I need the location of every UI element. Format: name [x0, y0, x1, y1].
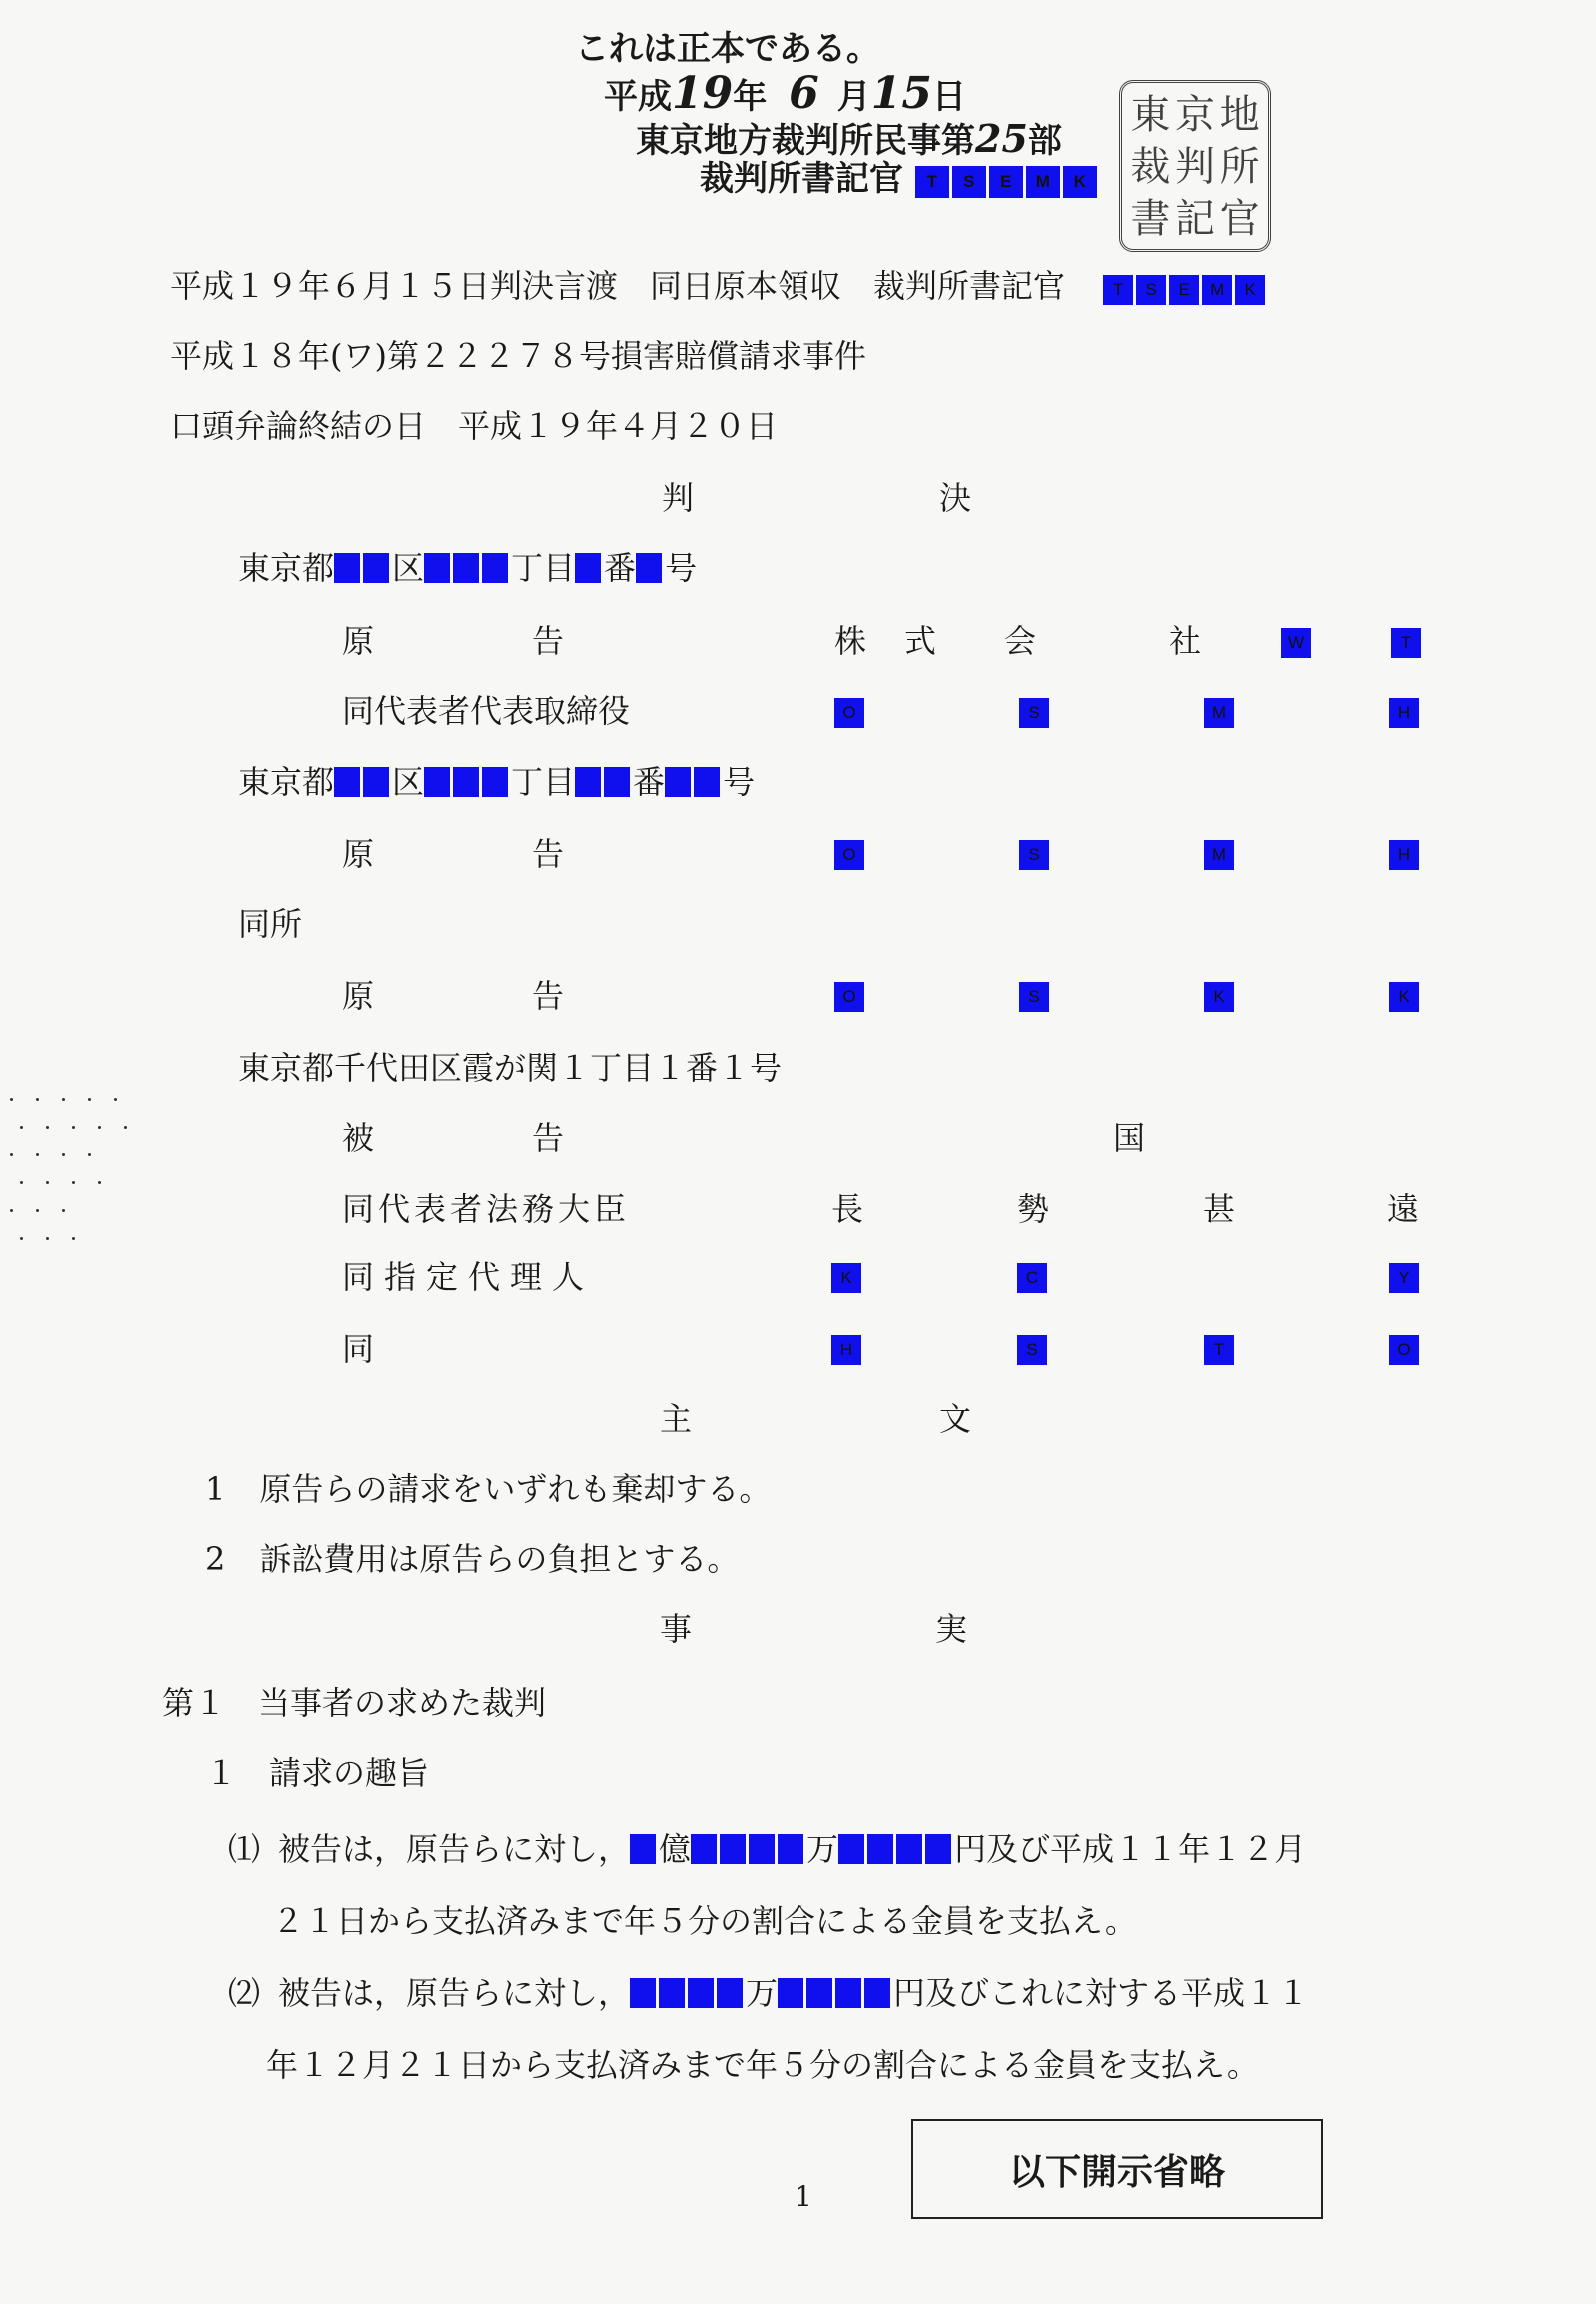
disclosure-omitted-label: 以下開示省略 — [1008, 2151, 1225, 2193]
seal-character: 裁 — [1130, 144, 1171, 190]
scan-dot — [10, 1209, 13, 1212]
seal-character: 東 — [1130, 92, 1171, 138]
scan-dot — [20, 1181, 23, 1184]
claim-item-2-cont: 年１２月２１日から支払済みまで年５分の割合による金員を支払え。 — [266, 2046, 1259, 2084]
plaintiff3-address: 同所 — [238, 905, 303, 943]
redacted-initial: M — [1204, 840, 1234, 870]
facts-section-title: 第１ 当事者の求めた裁判 — [162, 1684, 547, 1722]
redacted-initial: O — [834, 698, 864, 728]
redacted-initial: S — [1017, 1335, 1047, 1365]
scan-dot — [114, 1098, 117, 1101]
hearing-end-date: 口頭弁論終結の日 平成１９年４月２０日 — [170, 407, 779, 445]
plaintiff1-rep-label: 同代表者代表取締役 — [342, 692, 631, 730]
redacted-initial: H — [1389, 840, 1419, 870]
certification-line: これは正本である。 — [575, 29, 880, 69]
main-item-2: 2 訴訟費用は原告らの負担とする。 — [205, 1540, 740, 1578]
scan-dot — [46, 1237, 49, 1240]
disclosure-omitted-box — [911, 2119, 1323, 2219]
defendant-rep-name-1: 長 — [831, 1190, 864, 1228]
court-seal — [1119, 80, 1271, 252]
seal-character: 所 — [1219, 144, 1260, 190]
certification-date: 平成19年 6 月15日 — [604, 68, 966, 119]
scan-dot — [36, 1153, 39, 1156]
redacted-initial: H — [831, 1335, 861, 1365]
redacted-initial: O — [834, 840, 864, 870]
main-heading-right: 文 — [939, 1400, 972, 1438]
scan-dot — [62, 1153, 65, 1156]
scan-dot — [124, 1126, 127, 1129]
redacted-initial: K — [1063, 166, 1097, 198]
claim-item-1: ⑴ 被告は，原告らに対し， 億 万 円及び平成１１年１２月 — [228, 1830, 1307, 1868]
agent-label: 同指定代理人 — [342, 1258, 595, 1296]
scan-dot — [72, 1237, 75, 1240]
main-heading-left: 主 — [660, 1400, 693, 1438]
defendant-name: 国 — [1113, 1119, 1146, 1156]
plaintiff1-label: 原 告 — [342, 622, 571, 660]
facts-heading-left: 事 — [660, 1610, 693, 1648]
defendant-rep-name-4: 遠 — [1387, 1190, 1420, 1228]
judgment-header-line: 平成１９年６月１５日判決言渡 同日原本領収 裁判所書記官 T S E M K — [170, 270, 1268, 305]
scan-dot — [36, 1209, 39, 1212]
redacted-initial: O — [1389, 1335, 1419, 1365]
redacted-initial: K — [1235, 275, 1265, 305]
main-item-1: 1 原告らの請求をいずれも棄却する。 — [205, 1470, 772, 1508]
redacted-initial: K — [1389, 982, 1419, 1012]
defendant-rep-name-3: 甚 — [1203, 1190, 1236, 1228]
plaintiff2-address: 東京都 区 丁目 番 号 — [238, 763, 756, 801]
plaintiff3-label: 原 告 — [342, 977, 571, 1015]
scan-dot — [72, 1126, 75, 1129]
plaintiff1-company-2: 式 — [904, 622, 937, 660]
defendant-rep-label: 同代表者法務大臣 — [342, 1190, 631, 1228]
plaintiff1-company-1: 株 — [834, 622, 867, 660]
scan-dot — [98, 1181, 101, 1184]
plaintiff1-company-4: 社 — [1169, 622, 1202, 660]
redacted-initial: E — [1169, 275, 1199, 305]
scan-dot — [10, 1153, 13, 1156]
redacted-initial: T — [1391, 628, 1421, 658]
redacted-initial: S — [1019, 982, 1049, 1012]
scan-dot — [98, 1126, 101, 1129]
redacted-initial: H — [1389, 698, 1419, 728]
redacted-initial: O — [834, 982, 864, 1012]
plaintiff2-label: 原 告 — [342, 835, 571, 873]
scan-dot — [46, 1181, 49, 1184]
scan-dot — [20, 1237, 23, 1240]
claim-item-1-cont: ２１日から支払済みまで年５分の割合による金員を支払え。 — [272, 1902, 1137, 1940]
header-initials-redacted — [1103, 272, 1268, 306]
redacted-initial: S — [1019, 840, 1049, 870]
redacted-initial: T — [915, 166, 949, 198]
facts-subsection: １ 請求の趣旨 — [205, 1754, 430, 1792]
redacted-initial: M — [1026, 166, 1060, 198]
redacted-initial: Y — [1389, 1263, 1419, 1293]
facts-heading-right: 実 — [935, 1610, 968, 1648]
scan-dot — [72, 1181, 75, 1184]
seal-character: 記 — [1174, 196, 1215, 242]
scan-dot — [36, 1098, 39, 1101]
seal-character: 官 — [1219, 196, 1260, 242]
clerk-line: 裁判所書記官 T S E M K — [700, 162, 1100, 198]
document-title-right: 決 — [939, 479, 972, 517]
court-division: 東京地方裁判所民事第25部 — [636, 116, 1062, 161]
defendant-rep-name-2: 勢 — [1017, 1190, 1050, 1228]
defendant-label: 被 告 — [342, 1119, 571, 1156]
document-title-left: 判 — [662, 479, 695, 517]
plaintiff1-company-3: 会 — [1004, 622, 1037, 660]
agent2-label: 同 — [342, 1330, 375, 1368]
scan-dot — [88, 1153, 91, 1156]
scan-dot — [62, 1209, 65, 1212]
seal-character: 地 — [1219, 92, 1260, 138]
seal-character: 書 — [1130, 196, 1171, 242]
seal-character: 京 — [1174, 92, 1215, 138]
redacted-initial: M — [1204, 698, 1234, 728]
clerk-initials-redacted — [915, 163, 1100, 198]
redacted-initial: T — [1103, 275, 1133, 305]
scan-dot — [88, 1098, 91, 1101]
claim-item-2: ⑵ 被告は，原告らに対し， 万 円及びこれに対する平成１１ — [228, 1974, 1310, 2012]
scan-dot — [10, 1098, 13, 1101]
redacted-initial: S — [1136, 275, 1166, 305]
redacted-initial: M — [1202, 275, 1232, 305]
redacted-initial: C — [1017, 1263, 1047, 1293]
page-number: 1 — [795, 2180, 812, 2213]
redacted-initial: K — [831, 1263, 861, 1293]
redacted-initial: K — [1204, 982, 1234, 1012]
seal-character: 判 — [1174, 144, 1215, 190]
redacted-initial: T — [1204, 1335, 1234, 1365]
scan-dot — [46, 1126, 49, 1129]
scan-dot — [20, 1126, 23, 1129]
plaintiff1-address: 東京都 区 丁目 番 号 — [238, 549, 698, 587]
case-number: 平成１８年(ワ)第２２２７８号損害賠償請求事件 — [170, 337, 866, 375]
redacted-initial: W — [1281, 628, 1311, 658]
scan-dot — [62, 1098, 65, 1101]
redacted-initial: S — [1019, 698, 1049, 728]
redacted-initial: E — [989, 166, 1023, 198]
redacted-initial: S — [952, 166, 986, 198]
defendant-address: 東京都千代田区霞が関１丁目１番１号 — [238, 1049, 783, 1087]
